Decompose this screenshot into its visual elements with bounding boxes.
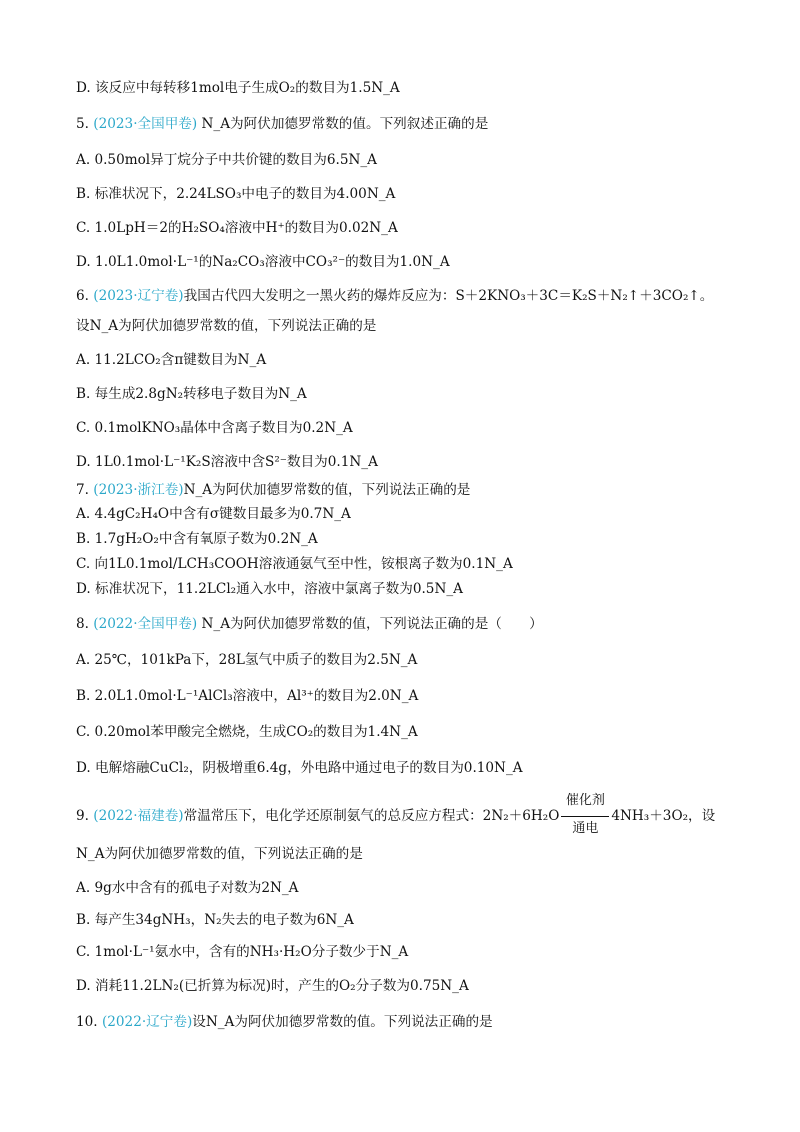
q7-source-tag: (2023·浙江卷)	[93, 482, 184, 498]
q7-stem	[76, 480, 470, 500]
q5-option-c: C. 1.0LpH＝2的H₂SO₄溶液中H⁺的数目为0.02N_A	[76, 220, 398, 236]
q5-option-b: B. 标准状况下，2.24LSO₃中电子的数目为4.00N_A	[76, 186, 396, 202]
q5-source-tag: (2023·全国甲卷)	[93, 116, 198, 132]
q8-option-c: C. 0.20mol苯甲酸完全燃烧，生成CO₂的数目为1.4N_A	[76, 724, 418, 740]
q5-text: N_A为阿伏加德罗常数的值。下列叙述正确的是	[197, 116, 489, 132]
q8-option-d: D. 电解熔融CuCl₂，阴极增重6.4g，外电路中通过电子的数目为0.10N_A	[76, 760, 523, 776]
q8-option-a: A. 25℃，101kPa下，28L氢气中质子的数目为2.5N_A	[76, 652, 418, 668]
q8-number: 8.	[76, 616, 94, 632]
q6-option-a: A. 11.2LCO₂含π键数目为N_A	[76, 352, 267, 368]
q7-option-c: C. 向1L0.1mol/LCH₃COOH溶液通氨气至中性，铵根离子数为0.1N_A	[76, 556, 513, 572]
q10-source-tag: (2022·辽宁卷)	[101, 1014, 193, 1030]
electrolysis-label: 通电	[572, 820, 599, 836]
q9-number: 9.	[76, 808, 94, 824]
catalyst-label: 催化剂	[565, 792, 605, 808]
q10-number: 10.	[76, 1014, 102, 1030]
q5-option-a: A. 0.50mol异丁烷分子中共价键的数目为6.5N_A	[76, 152, 377, 168]
q7-text: N_A为阿伏加德罗常数的值，下列说法正确的是	[183, 482, 471, 498]
q5-option-d: D. 1.0L1.0mol·L⁻¹的Na₂CO₃溶液中CO₃²⁻的数目为1.0N_A	[76, 254, 450, 270]
q5-number: 5.	[76, 116, 94, 132]
q9-text: 常温常压下，电化学还原制氨气的总反应方程式：2N₂＋6H₂O	[183, 808, 560, 824]
q6-option-c: C. 0.1molKNO₃晶体中含离子数目为0.2N_A	[76, 420, 353, 436]
q5-stem	[76, 114, 488, 134]
q6-source-tag: (2023·辽宁卷)	[93, 288, 184, 304]
q6-text: 我国古代四大发明之一黑火药的爆炸反应为：S＋2KNO₃＋3C＝K₂S＋N₂↑＋3CO₂↑。	[183, 288, 714, 304]
q8-text: N_A为阿伏加德罗常数的值，下列说法正确的是（ ）	[197, 616, 543, 632]
q8-stem	[76, 614, 543, 634]
q9-option-c: C. 1mol·L⁻¹氨水中，含有的NH₃·H₂O分子数少于N_A	[76, 944, 409, 960]
q7-option-a: A. 4.4gC₂H₄O中含有σ键数目最多为0.7N_A	[76, 506, 351, 522]
q7-option-b: B. 1.7gH₂O₂中含有氧原子数为0.2N_A	[76, 531, 318, 547]
reaction-condition	[559, 792, 611, 836]
q4-option-d: D. 该反应中每转移1mol电子生成O₂的数目为1.5N_A	[76, 80, 400, 96]
q6-option-d: D. 1L0.1mol·L⁻¹K₂S溶液中含S²⁻数目为0.1N_A	[76, 454, 378, 470]
q9-text-end: 4NH₃＋3O₂，设	[611, 808, 716, 824]
reaction-arrow-line	[561, 816, 609, 817]
q8-option-b: B. 2.0L1.0mol·L⁻¹AlCl₃溶液中，Al³⁺的数目为2.0N_A	[76, 688, 419, 704]
q9-stem-cont: N_A为阿伏加德罗常数的值，下列说法正确的是	[76, 846, 363, 862]
q9-stem	[76, 792, 716, 836]
q9-option-d: D. 消耗11.2LN₂(已折算为标况)时，产生的O₂分子数为0.75N_A	[76, 978, 469, 994]
q6-stem	[76, 286, 713, 306]
q6-option-b: B. 每生成2.8gN₂转移电子数目为N_A	[76, 386, 307, 402]
q9-source-tag: (2022·福建卷)	[93, 808, 184, 824]
q9-option-a: A. 9g水中含有的孤电子对数为2N_A	[76, 880, 299, 896]
q10-stem	[76, 1012, 493, 1032]
q7-option-d: D. 标准状况下，11.2LCl₂通入水中，溶液中氯离子数为0.5N_A	[76, 581, 463, 597]
q10-text: 设N_A为阿伏加德罗常数的值。下列说法正确的是	[192, 1014, 493, 1030]
q6-stem-cont: 设N_A为阿伏加德罗常数的值，下列说法正确的是	[76, 318, 377, 334]
q9-option-b: B. 每产生34gNH₃，N₂失去的电子数为6N_A	[76, 912, 354, 928]
q8-source-tag: (2022·全国甲卷)	[93, 616, 198, 632]
q7-number: 7.	[76, 482, 94, 498]
q6-number: 6.	[76, 288, 94, 304]
